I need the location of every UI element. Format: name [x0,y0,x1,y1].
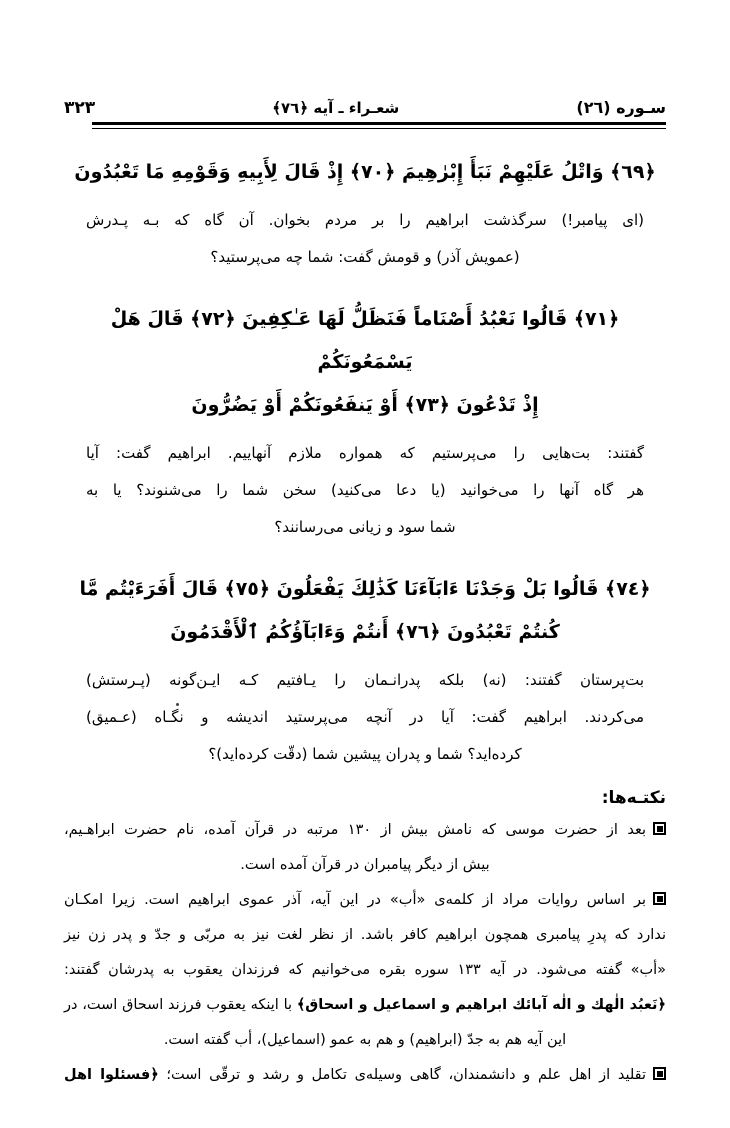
translation-line: می‌کردند. ابراهیم گفت: آیا در آنچه می‌پرستید اندیشه و نگـاه (عـمیق) [86,708,644,726]
quran-quote: ﴿فسئلوا اهل [64,1067,159,1083]
note-line: ندارد که پدرِ پیامبری همچون ابراهیم کافر باشد. از نظر لغت نیز به مربّی و جدّ و پدر زن نیز [64,927,666,943]
note-line [64,1058,666,1093]
note-text: تقلید از اهل علم و دانشمندان، گاهی وسیله‌ی تکامل و رشد و ترقّی است؛ [158,1067,646,1083]
note-text: بعد از حضرت موسی که نامش بیش از ١٣٠ مرتبه در قرآن آمده، نام حضرت ابراهـیم، [64,822,647,838]
verse-line: ﴿٧٤﴾ قَالُوا بَلْ وَجَدْنَا ءَابَآءَنَا كَذَٰلِكَ يَفْعَلُونَ ﴿٧٥﴾ قَالَ أَفَرَءَيْتُم مَّا [79,578,651,600]
translation-line: (ای پیامبر!) سرگذشت ابراهیم را بر مردم بخوان. آن گاه که بـه پـدرش [86,211,644,229]
translation-line: گفتند: بت‌هایی را می‌پرستیم که همواره ملازم آنهاییم. ابراهیم گفت: آیا [86,444,644,462]
surah-label: سـوره (٢٦) [576,98,666,117]
header-double-rule [92,122,666,129]
translation-line: بت‌پرستان گفتند: (نه) بلکه پدرانـمان را یـافتیم کـه ایـن‌گونه (پـرستش) [86,671,644,689]
note-line [64,813,666,848]
chapter-verse-label: شعـراء ـ آیه ﴿٧٦﴾ [272,99,400,117]
note-line: «أب» گفته می‌شود. در آیه ١٣٣ سوره بقره می‌خوانیم که فرزندان یعقوب به پدرشان گفتند: [64,962,667,978]
verse-line: كُنتُمْ تَعْبُدُونَ ﴿٧٦﴾ أَنتُمْ وَءَابَآؤُكُمُ ٱلْأَقْدَمُونَ [170,621,560,643]
verse-line: ﴿٧١﴾ قَالُوا نَعْبُدُ أَصْنَاماً فَنَظَلُّ لَهَا عَـٰكِفِينَ ﴿٧٢﴾ قَالَ هَلْ يَسْمَعُونَكُمْ [110,308,620,373]
square-bullet-icon [653,1067,666,1080]
note-line [64,883,666,918]
scan-artifact-dot [176,703,179,706]
square-bullet-icon [653,892,666,905]
notes-heading: نكتـه‌ها: [601,788,666,808]
translation-line: هر گاه آنها را می‌خوانید (یا دعا می‌کنید) سخن شما را می‌شنوند؟ یا به [86,481,644,499]
note-text: بر اساس روایات مراد از کلمه‌ی «أب» در این آیه، آذر عموی ابراهیم است. زیرا امکـان [64,892,646,908]
translation-69-70 [64,202,666,276]
page-number: ٣٢٣ [64,98,96,118]
note-text: با اینکه یعقوب فرزند اسحاق است، در [64,997,297,1013]
notes-section [64,813,666,1093]
translation-line: شما سود و زیانی می‌رسانند؟ [274,518,456,536]
note-line: این آیه هم به جدّ (ابراهیم) و هم به عمو (اسماعیل)، أب گفته است. [163,1032,567,1048]
verse-block-74-76 [64,568,666,654]
quran-quote: ﴿نَعبُد الٰهك و الٰه آبائك ابراهیم و اسماعیل و اسحاق﴾ [296,997,667,1013]
square-bullet-icon [653,822,666,835]
translation-line: (عمویش آذر) و قومش گفت: شما چه می‌پرستید؟ [210,248,520,266]
verse-line: إِذْ تَدْعُونَ ﴿٧٣﴾ أَوْ يَنفَعُونَكُمْ أَوْ يَضُرُّونَ [191,394,539,416]
verse-block-71-73 [64,298,666,427]
note-line: بیش از دیگر پیامبران در قرآن آمده است. [240,857,490,873]
translation-71-73 [64,435,666,546]
note-line [64,988,666,1023]
translation-74-76 [64,662,666,773]
translation-line: کرده‌اید؟ شما و پدران پیشین شما (دقّت کرده‌اید)؟ [208,745,522,763]
verse-line: ﴿٦٩﴾ وَاتْلُ عَلَيْهِمْ نَبَأَ إِبْرٰهِيمَ ﴿٧٠﴾ إِذْ قَالَ لِأَبِيهِ وَقَوْمِهِ مَا تَعْبُدُونَ [74,161,656,183]
verse-block-69-70 [64,151,666,194]
running-head [64,96,666,120]
